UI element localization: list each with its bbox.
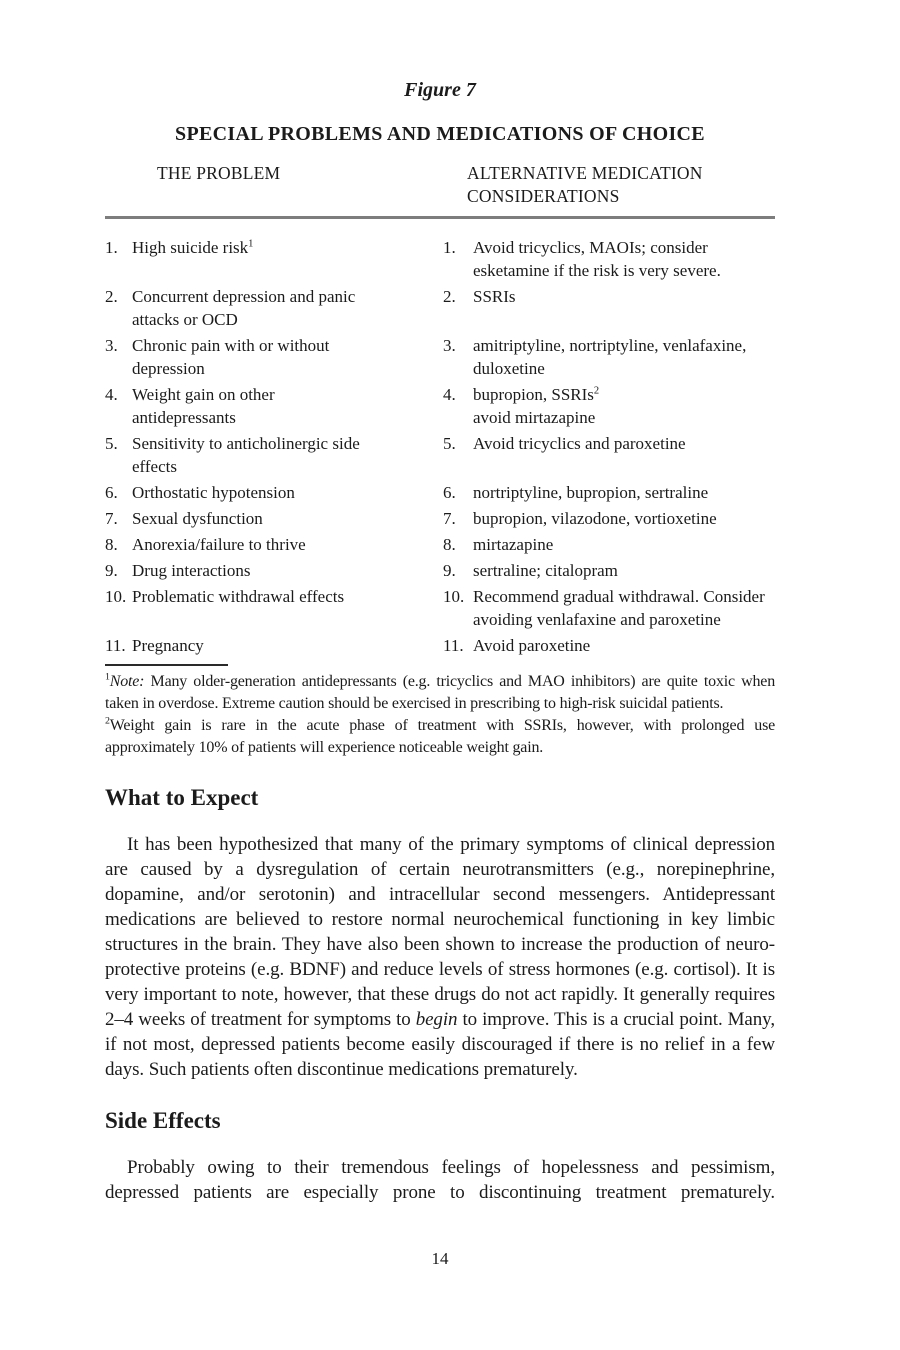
problem-text: Weight gain on other antidepressants xyxy=(132,385,275,427)
problem-text: Chronic pain with or without depression xyxy=(132,336,330,378)
medication-number: 9. xyxy=(443,561,456,580)
problem-number: 1. xyxy=(105,238,118,257)
problem-number: 5. xyxy=(105,434,118,453)
what-to-expect-paragraph: It has been hypothesized that many of the primary symptoms of clinical depression are caused by a dysregulation of certain neurotransmitters (e.g., norepinephrine, dopamine, and/or serotonin) and intracellular second messengers. Antidepressant medications are believed to restore normal neurochemical functioning in key limbic structures in the brain. They have also been shown to increase the production of neuro-protective proteins (e.g. BDNF) and reduce levels of stress hormones (e.g. cortisol). It is very important to note, however, that these drugs do not act rapidly. It generally requires 2–4 weeks of treatment for symptoms to begin to improve. This is a crucial point. Many, if not most, depressed patients become easily discouraged if there is no relief in a few days. Such patients often discontinue medications prematurely. xyxy=(105,834,775,1080)
table-row xyxy=(105,285,775,331)
footnote-marker: 1 xyxy=(105,671,110,683)
medication-text: nortriptyline, bupropion, sertraline xyxy=(473,483,709,502)
medication-cell xyxy=(443,533,775,556)
problem-number: 9. xyxy=(105,561,118,580)
medication-number: 5. xyxy=(443,434,456,453)
column-header-problem xyxy=(105,162,443,208)
table-row xyxy=(105,383,775,429)
footnote-ref: 1 xyxy=(248,238,254,250)
medication-cell xyxy=(443,481,775,504)
page-content xyxy=(105,0,775,1269)
medication-cell xyxy=(443,432,775,478)
problem-number: 8. xyxy=(105,535,118,554)
table-row xyxy=(105,432,775,478)
table-row xyxy=(105,533,775,556)
problem-cell xyxy=(105,559,443,582)
page-number: 14 xyxy=(431,1249,449,1268)
footnote-2 xyxy=(105,715,775,759)
table-row xyxy=(105,481,775,504)
medication-text: SSRIs xyxy=(473,287,516,306)
problem-cell xyxy=(105,285,443,331)
problem-cell xyxy=(105,585,443,631)
column-header-problem-label: THE PROBLEM xyxy=(157,163,281,183)
medication-text: Avoid tricyclics and paroxetine xyxy=(473,434,686,453)
problem-text: Anorexia/failure to thrive xyxy=(132,535,306,554)
table-row xyxy=(105,236,775,282)
problem-text: Sensitivity to anticholinergic side effects xyxy=(132,434,360,476)
medication-number: 11. xyxy=(443,636,464,655)
footnote-marker: 2 xyxy=(105,715,110,727)
footnote-text: Weight gain is rare in the acute phase of treatment with SSRIs, however, with prolonged use approximately 10% of patients will experience noticeable weight gain. xyxy=(105,717,775,756)
problem-text: Concurrent depression and panic attacks or OCD xyxy=(132,287,356,329)
emphasis-word: begin xyxy=(415,1009,458,1030)
medication-text: mirtazapine xyxy=(473,535,554,554)
footnote-separator-rule xyxy=(105,664,228,666)
section-heading-what-to-expect: What to Expect xyxy=(105,785,259,810)
footnote-note-label: Note: xyxy=(109,673,145,690)
column-header-medication xyxy=(467,162,775,208)
problem-number: 3. xyxy=(105,336,118,355)
medication-text-line2: avoid mirtazapine xyxy=(473,408,596,427)
table-row xyxy=(105,559,775,582)
medication-number: 4. xyxy=(443,385,456,404)
problem-cell xyxy=(105,481,443,504)
problem-cell xyxy=(105,334,443,380)
table-row xyxy=(105,585,775,631)
problem-cell xyxy=(105,236,443,282)
medication-text: Avoid paroxetine xyxy=(473,636,591,655)
section-heading-side-effects: Side Effects xyxy=(105,1108,221,1133)
medication-cell xyxy=(443,559,775,582)
column-header-medication-line1: ALTERNATIVE MEDICATION xyxy=(467,163,703,183)
medication-number: 1. xyxy=(443,238,456,257)
problem-cell xyxy=(105,634,443,657)
problem-text: High suicide risk$^1$ xyxy=(132,238,254,257)
medication-cell xyxy=(443,334,775,380)
footnotes xyxy=(105,671,775,759)
problem-text: Problematic withdrawal effects xyxy=(132,587,345,606)
medication-cell xyxy=(443,585,775,631)
figure-label: Figure 7 xyxy=(404,79,476,101)
medication-number: 6. xyxy=(443,483,456,502)
medication-text: bupropion, SSRIs$^2$ avoid mirtazapine xyxy=(473,383,769,429)
problem-cell xyxy=(105,507,443,530)
medication-text: amitriptyline, nortriptyline, venlafaxine, duloxetine xyxy=(473,336,747,378)
medication-cell xyxy=(443,285,775,331)
problem-text: Orthostatic hypotension xyxy=(132,483,295,502)
medication-cell xyxy=(443,507,775,530)
table-row xyxy=(105,507,775,530)
problem-number: 2. xyxy=(105,287,118,306)
side-effects-paragraph: Probably owing to their tremendous feelings of hopelessness and pessimism, depressed patients are especially prone to discontinuing treatment prematurely. xyxy=(105,1157,775,1203)
problem-text: Pregnancy xyxy=(132,636,204,655)
table-column-headers xyxy=(105,162,775,208)
table-row xyxy=(105,634,775,657)
figure-table xyxy=(105,236,775,657)
footnote-1 xyxy=(105,671,775,715)
medication-cell xyxy=(443,383,775,429)
problem-number: 11. xyxy=(105,636,126,655)
table-top-rule xyxy=(105,216,775,219)
table-row xyxy=(105,334,775,380)
medication-number: 10. xyxy=(443,587,465,606)
medication-text: Recommend gradual withdrawal. Consider avoiding venlafaxine and paroxetine xyxy=(473,587,765,629)
problem-cell xyxy=(105,533,443,556)
problem-number: 6. xyxy=(105,483,118,502)
problem-text: Sexual dysfunction xyxy=(132,509,263,528)
medication-cell xyxy=(443,634,775,657)
medication-text: sertraline; citalopram xyxy=(473,561,618,580)
problem-cell xyxy=(105,383,443,429)
problem-number: 10. xyxy=(105,587,127,606)
medication-number: 8. xyxy=(443,535,456,554)
problem-cell xyxy=(105,432,443,478)
medication-number: 2. xyxy=(443,287,456,306)
column-header-medication-line2: CONSIDERATIONS xyxy=(467,186,620,206)
footnote-ref: 2 xyxy=(593,385,600,397)
medication-text: bupropion, vilazodone, vortioxetine xyxy=(473,509,717,528)
footnote-text: Many older-generation antidepressants (e.g. tricyclics and MAO inhibitors) are quite toxic when taken in overdose. Extreme caution should be exercised in prescribing to high-risk suicidal patients. xyxy=(105,673,775,712)
problem-number: 4. xyxy=(105,385,118,404)
medication-cell xyxy=(443,236,775,282)
medication-number: 3. xyxy=(443,336,456,355)
medication-number: 7. xyxy=(443,509,456,528)
medication-text: Avoid tricyclics, MAOIs; consider esketamine if the risk is very severe. xyxy=(473,238,721,280)
problem-text: Drug interactions xyxy=(132,561,251,580)
figure-title: SPECIAL PROBLEMS AND MEDICATIONS OF CHOICE xyxy=(175,123,705,145)
problem-number: 7. xyxy=(105,509,118,528)
